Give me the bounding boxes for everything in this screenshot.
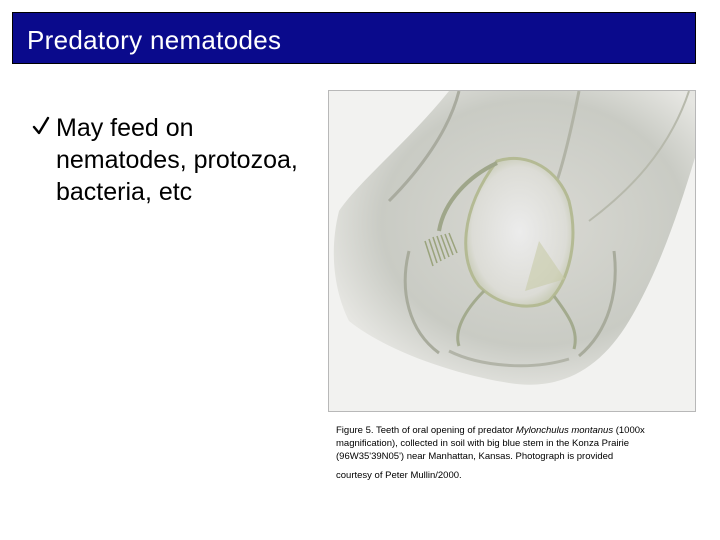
figure-credit: courtesy of Peter Mullin/2000. xyxy=(336,470,462,481)
figure-caption xyxy=(336,424,688,463)
nematode-micrograph xyxy=(328,90,696,412)
bullet-text: May feed on nematodes, protozoa, bacteria, etc xyxy=(56,114,298,206)
caption-species: Mylonchulus montanus xyxy=(515,425,614,436)
slide-title-bar xyxy=(12,12,696,64)
slide-title: Predatory nematodes xyxy=(27,25,282,55)
caption-rest: (1000x magnification), collected in soil with big blue stem in the Konza Prairie (96W35'39N05') near Manhattan, Kansas. Photograph is provided xyxy=(336,425,645,462)
caption-lead: Figure 5. Teeth of oral opening of predator xyxy=(336,425,516,436)
checkmark-icon xyxy=(32,115,50,137)
bullet-item xyxy=(32,112,312,208)
